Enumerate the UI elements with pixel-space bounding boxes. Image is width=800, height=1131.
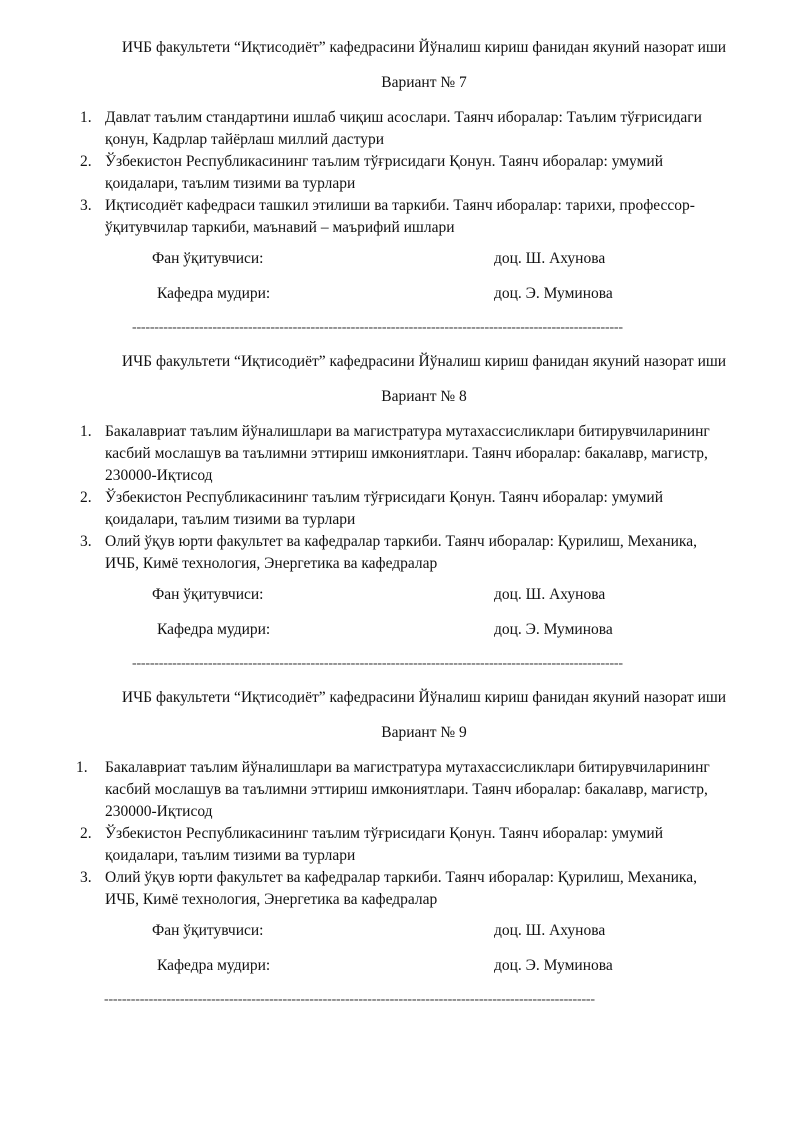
- list-number: 1.: [76, 759, 88, 776]
- question-text-line: Давлат таълим стандартини ишлаб чиқиш асослари. Таянч иборалар: Таълим тўғрисидаги: [105, 109, 702, 126]
- list-item: [0, 867, 755, 911]
- list-item: [0, 757, 755, 823]
- question-text-line: қонун, Кадрлар тайёрлаш миллий дастури: [105, 131, 385, 148]
- head-name: доц. Э. Муминова: [494, 957, 613, 974]
- question-text-line: Бакалавриат таълим йўналишлари ва магистратура мутахассисликлари битирувчиларининг: [105, 423, 710, 440]
- list-item: [0, 107, 755, 151]
- teacher-name: доц. Ш. Ахунова: [494, 250, 606, 267]
- variant-title: Вариант № 8: [381, 388, 467, 405]
- question-text-line: ўқитувчилар таркиби, маънавий – маърифий ишлари: [105, 219, 455, 236]
- question-text-line: Иқтисодиёт кафедраси ташкил этилиши ва таркиби. Таянч иборалар: тарихи, профессор-: [105, 197, 695, 214]
- question-text-line: Бакалавриат таълим йўналишлари ва магистратура мутахассисликлари битирувчиларининг: [105, 759, 710, 776]
- question-text-line: ИЧБ, Кимё технология, Энергетика ва кафедралар: [105, 891, 438, 908]
- list-number: 3.: [80, 197, 92, 214]
- teacher-label: Фан ўқитувчиси:: [152, 922, 264, 939]
- section-header: ИЧБ факультети “Иқтисодиёт” кафедрасини Йўналиш кириш фанидан якуний назорат иши: [121, 353, 727, 370]
- variant-title: Вариант № 7: [381, 74, 467, 91]
- list-item: [0, 195, 755, 239]
- list-item: [0, 487, 755, 531]
- teacher-name: доц. Ш. Ахунова: [494, 586, 606, 603]
- question-text-line: касбий мослашув ва таълимни эттириш имкониятлари. Таянч иборалар: бакалавр, магистр,: [105, 781, 708, 798]
- question-text-line: касбий мослашув ва таълимни эттириш имкониятлари. Таянч иборалар: бакалавр, магистр,: [105, 445, 708, 462]
- list-number: 1.: [80, 109, 92, 126]
- list-number: 3.: [80, 533, 92, 550]
- teacher-label: Фан ўқитувчиси:: [152, 586, 264, 603]
- head-label: Кафедра мудири:: [157, 621, 271, 638]
- head-name: доц. Э. Муминова: [494, 285, 613, 302]
- separator-line: --------------------------------------------------------------------------------------------------------------: [132, 320, 623, 335]
- question-text-line: қоидалари, таълим тизими ва турлари: [105, 847, 356, 864]
- separator-line: --------------------------------------------------------------------------------------------------------------: [104, 992, 595, 1007]
- list-item: [0, 823, 755, 867]
- question-text-line: Олий ўқув юрти факультет ва кафедралар таркиби. Таянч иборалар: Қурилиш, Механика,: [105, 533, 697, 550]
- list-item: [0, 421, 755, 487]
- question-text-line: Ўзбекистон Республикасининг таълим тўғрисидаги Қонун. Таянч иборалар: умумий: [105, 825, 663, 842]
- separator-line: --------------------------------------------------------------------------------------------------------------: [132, 656, 623, 671]
- head-name: доц. Э. Муминова: [494, 621, 613, 638]
- question-text-line: Ўзбекистон Республикасининг таълим тўғрисидаги Қонун. Таянч иборалар: умумий: [105, 489, 663, 506]
- question-text-line: 230000-Иқтисод: [105, 467, 213, 484]
- list-item: [0, 151, 755, 195]
- section-header: ИЧБ факультети “Иқтисодиёт” кафедрасини Йўналиш кириш фанидан якуний назорат иши: [121, 689, 727, 706]
- head-label: Кафедра мудири:: [157, 957, 271, 974]
- question-list: [0, 421, 800, 575]
- question-text-line: қоидалари, таълим тизими ва турлари: [105, 175, 356, 192]
- question-text-line: Ўзбекистон Республикасининг таълим тўғрисидаги Қонун. Таянч иборалар: умумий: [105, 153, 663, 170]
- list-number: 2.: [80, 153, 92, 170]
- head-label: Кафедра мудири:: [157, 285, 271, 302]
- question-text-line: Олий ўқув юрти факультет ва кафедралар таркиби. Таянч иборалар: Қурилиш, Механика,: [105, 869, 697, 886]
- question-list: [0, 107, 800, 239]
- question-text-line: ИЧБ, Кимё технология, Энергетика ва кафедралар: [105, 555, 438, 572]
- teacher-name: доц. Ш. Ахунова: [494, 922, 606, 939]
- list-number: 3.: [80, 869, 92, 886]
- question-text-line: қоидалари, таълим тизими ва турлари: [105, 511, 356, 528]
- teacher-label: Фан ўқитувчиси:: [152, 250, 264, 267]
- list-number: 2.: [80, 825, 92, 842]
- question-text-line: 230000-Иқтисод: [105, 803, 213, 820]
- variant-title: Вариант № 9: [381, 724, 467, 741]
- list-number: 1.: [80, 423, 92, 440]
- list-item: [0, 531, 755, 575]
- list-number: 2.: [80, 489, 92, 506]
- question-list: [0, 757, 800, 911]
- section-header: ИЧБ факультети “Иқтисодиёт” кафедрасини Йўналиш кириш фанидан якуний назорат иши: [121, 39, 727, 56]
